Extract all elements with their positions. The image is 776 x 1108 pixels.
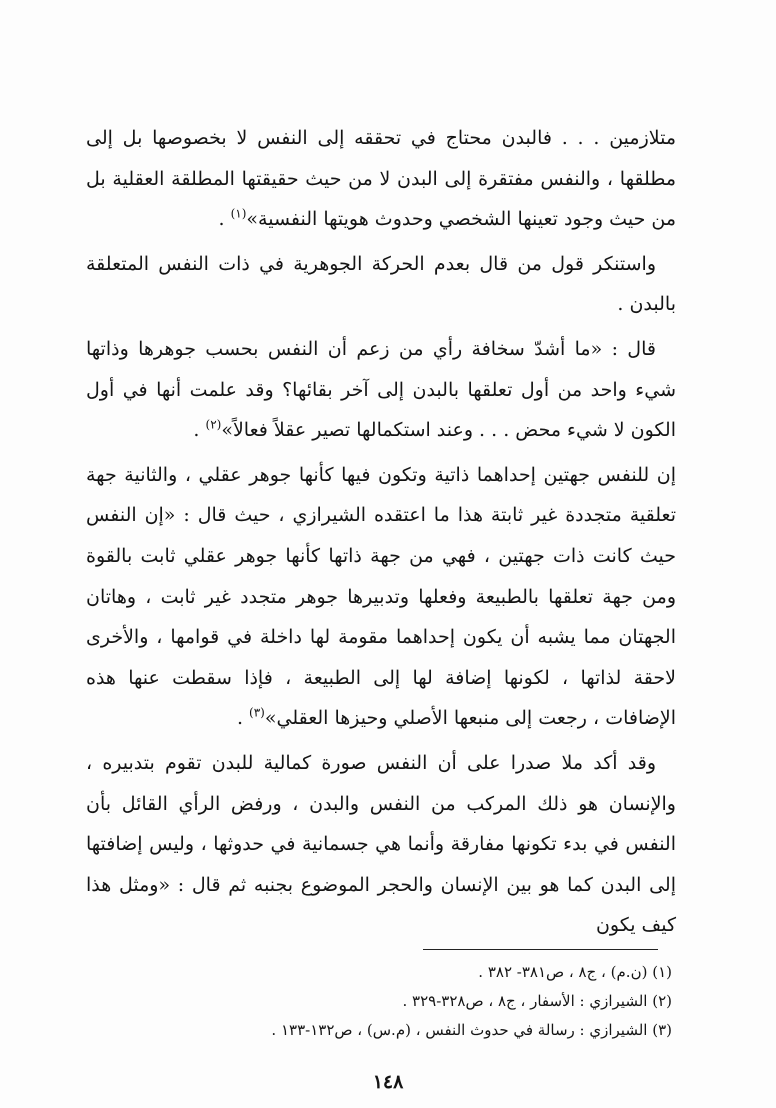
paragraph-5: وقد أكد ملا صدرا على أن النفس صورة كمالية للبدن تقوم بتدبيره ، والإنسان هو ذلك المركب من النفس والبدن ، ورفض الرأي القائل بأن النفس في بدء تكونها مفارقة وأنما هي جسمانية في حدوثها ، وليس إضافتها إلى البدن كما هو بين الإنسان والحجر الموضوع بجنبه ثم قال : «ومثل هذا كيف يكون [86,751,676,937]
footnote-ref-1: (١) [230,206,247,221]
paragraph-3: قال : «ما أشدّ سخافة رأي من زعم أن النفس بحسب جوهرها وذاتها شيء واحد من أول تعلقها بالبدن إلى آخر بقائها؟ وقد علمت أنها في أول الكون لا شيء محض . . . وعند استكمالها تصير عقلاً فعالاً»$^{(٢)}$ . [86,337,676,442]
footnote-2: (٢) الشيرازي : الأسفار ، ج٨ ، ص٣٢٨-٣٢٩ . [402,992,672,1010]
paragraph-3-text: قال : «ما أشدّ سخافة رأي من زعم أن النفس بحسب جوهرها وذاتها شيء واحد من أول تعلقها بالبدن إلى آخر بقائها؟ وقد علمت أنها في أول الكون لا شيء محض . . . وعند استكمالها تصير عقلاً فعالاً» [86,337,676,442]
paragraph-4: إن للنفس جهتين إحداهما ذاتية وتكون فيها كأنها جوهر عقلي ، والثانية جهة تعلقية متجددة غير ثابتة هذا ما اعتقده الشيرازي ، حيث قال : «إن النفس حيث كانت ذات جهتين ، فهي من جهة ذاتها كأنها جوهر عقلي ثابت بالقوة ومن جهة تعلقها بالطبيعة وفعلها وتدبيرها جوهر متجدد غير ثابت ، وهاتان الجهتان مما يشبه أن يكون إحداهما مقومة لها داخلة في قوامها ، والأخرى لاحقة لذاتها ، لكونها إضافة لها إلى الطبيعة ، فإذا سقطت عنها هذه الإضافات ، رجعت إلى منبعها الأصلي وحيزها العقلي»$^{(٣)}$ . [86,463,676,730]
footnote-divider [423,949,658,950]
footnotes [150,958,672,1045]
paragraph-4-text: إن للنفس جهتين إحداهما ذاتية وتكون فيها كأنها جوهر عقلي ، والثانية جهة تعلقية متجددة غير ثابتة هذا ما اعتقده الشيرازي ، حيث قال : «إن النفس حيث كانت ذات جهتين ، فهي من جهة ذاتها كأنها جوهر عقلي ثابت بالقوة ومن جهة تعلقها بالطبيعة وفعلها وتدبيرها جوهر متجدد غير ثابت ، وهاتان الجهتان مما يشبه أن يكون إحداهما مقومة لها داخلة في قوامها ، والأخرى لاحقة لذاتها ، لكونها إضافة لها إلى الطبيعة ، فإذا سقطت عنها هذه الإضافات ، رجعت إلى منبعها الأصلي وحيزها العقلي» [86,463,676,730]
paragraph-1: متلازمين . . . فالبدن محتاج في تحققه إلى النفس لا بخصوصها بل إلى مطلقها ، والنفس مفتقرة إلى البدن لا من حيث حقيقتها المطلقة العقلية بل من حيث وجود تعينها الشخصي وحدوث هويتها النفسية»$^{(١)}$ . [86,127,676,231]
footnote-ref-3: (٣) [249,705,265,720]
paragraph-1-text: متلازمين . . . فالبدن محتاج في تحققه إلى النفس لا بخصوصها بل إلى مطلقها ، والنفس مفتقرة إلى البدن لا من حيث حقيقتها المطلقة العقلية بل من حيث وجود تعينها الشخصي وحدوث هويتها النفسية» [86,127,676,231]
footnote-1: (١) (ن.م) ، ج٨ ، ص٣٨١- ٣٨٢ . [478,963,672,981]
page-number: ١٤٨ [372,1071,404,1093]
body-text [86,118,676,946]
footnote-ref-2: (٢) [205,417,222,432]
paragraph-2: واستنكر قول من قال بعدم الحركة الجوهرية في ذات النفس المتعلقة بالبدن . [86,252,676,316]
footnote-3: (٣) الشيرازي : رسالة في حدوث النفس ، (م.س) ، ص١٣٢-١٣٣ . [271,1021,672,1039]
